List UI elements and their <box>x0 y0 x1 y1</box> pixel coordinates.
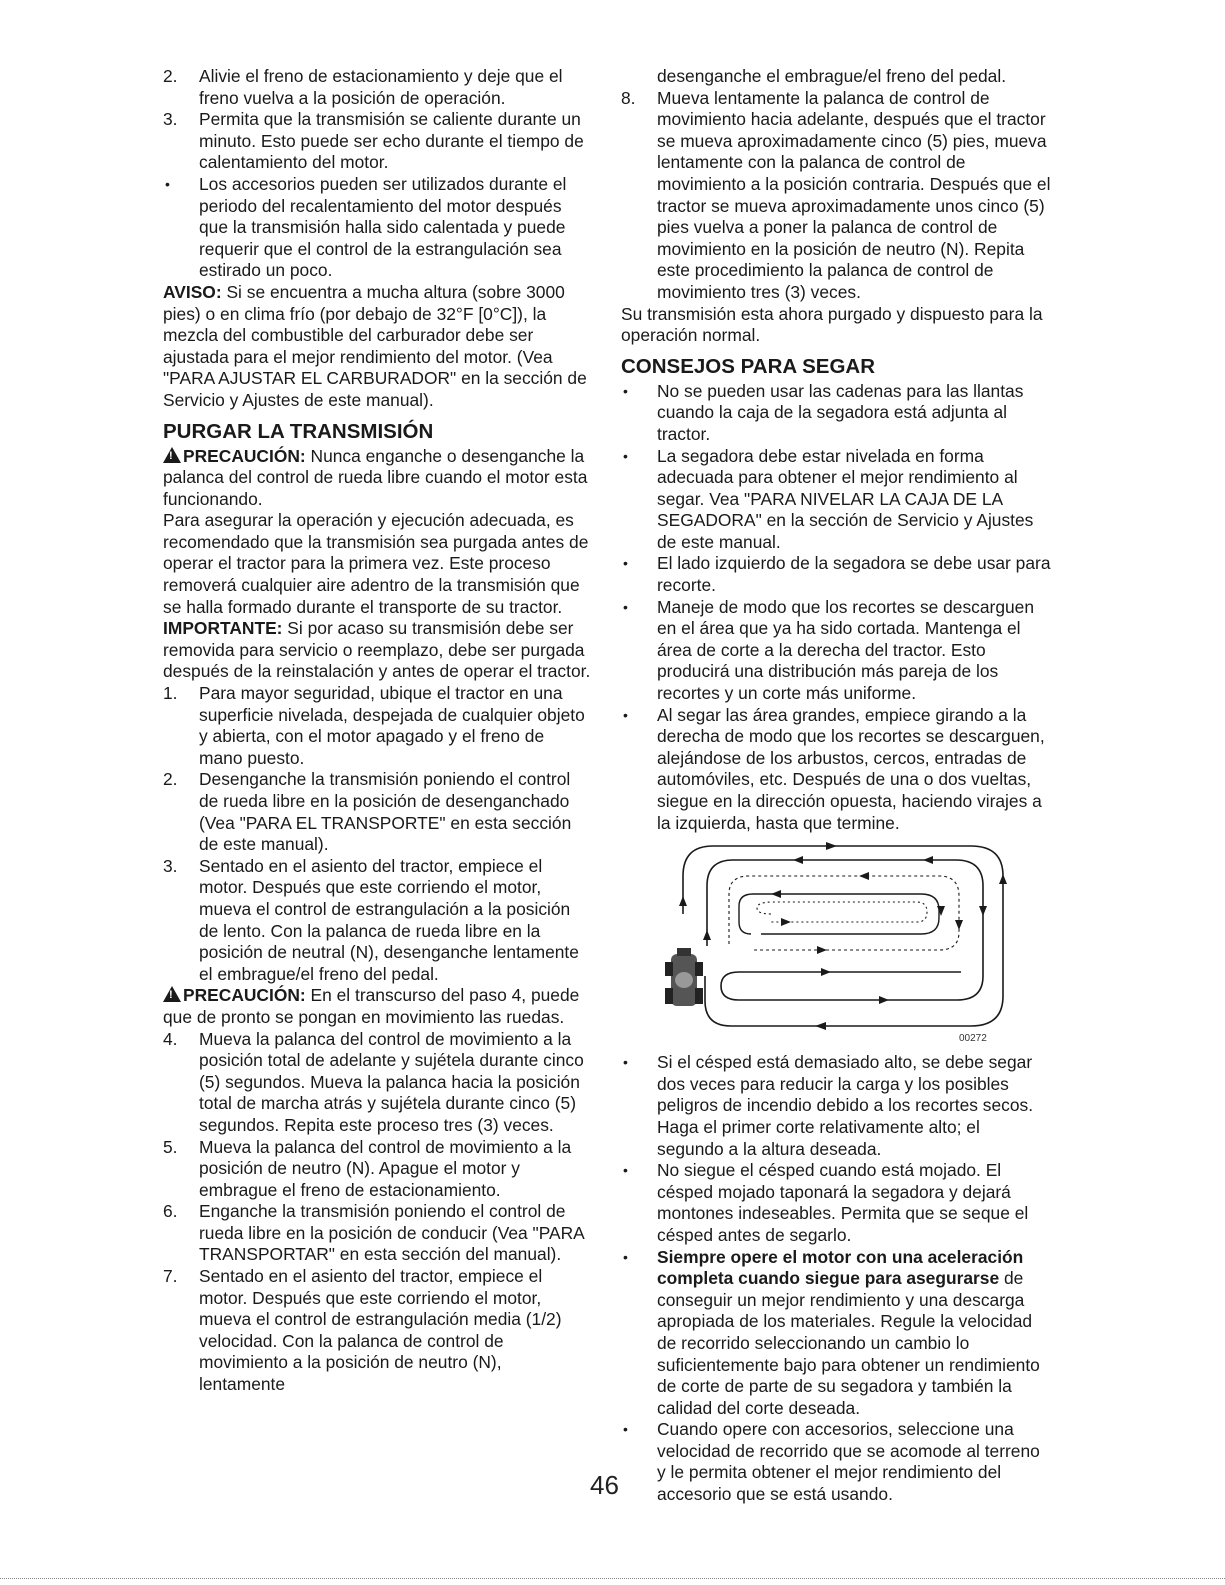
step-item: 4. Mueva la palanca del control de movimiento a la posición total de adelante y sujétela durante cinco (5) segundos. Mueva la palanca hacia la posición total de marcha atrás y sujétela durante cinco (5) segundos. Repita este proceso tres (3) veces. <box>163 1028 584 1135</box>
step-item: 6. Enganche la transmisión poniendo el control de rueda libre en la posición de conducir (Vea "PARA TRANSPORTAR" en esta sección del manual). <box>163 1201 584 1265</box>
bullet-item: • Siempre opere el motor con una aceleración completa cuando siegue para asegurarse de conseguir un mejor rendimiento y una descarga apropiada de los materiales. Regule la velocidad de recorrido seleccionando un cambio lo suficientemente bajo para obtener un rendimiento de corte de parte de su segadora y también la calidad del corte deseada. <box>623 1246 1040 1418</box>
mowing-pattern-diagram <box>621 836 1051 1046</box>
step-item: 1. Para mayor seguridad, ubique el tractor en una superficie nivelada, despejada de cualquier objeto y abierta, con el motor apagado y el freno de mano puesto. <box>163 683 585 768</box>
step-item: 2. Desenganche la transmisión poniendo el control de rueda libre en la posición de desenganchado (Vea "PARA EL TRANSPORTE" en esta sección de este manual). <box>163 769 572 855</box>
tractor-icon <box>665 948 703 1006</box>
caution-paragraph: !PRECAUCIÓN: Nunca enganche o desenganche la palanca del control de rueda libre cuando el motor esta funcionando. <box>163 446 591 511</box>
page-number: 46 <box>590 1470 619 1500</box>
list-item: 2. Alivie el freno de estacionamiento y deje que el freno vuelva a la posición de operación. <box>163 66 563 108</box>
list-item: • Los accesorios pueden ser utilizados durante el periodo del recalentamiento del motor después que la transmisión halla sido calentada y puede requerir que el control de la estrangulación sea estirado un poco. <box>165 173 567 281</box>
figure-code: 00272 <box>959 1033 987 1045</box>
bullet-item: • Cuando opere con accesorios, seleccione una velocidad de recorrido que se acomode al terreno y le permita obtener el mejor rendimiento del accesorio que se está usando. <box>623 1419 1040 1505</box>
step-item: 8. Mueva lentamente la palanca de control de movimiento hacia adelante, después que el tractor se mueva aproximadamente cinco (5) pies, mueva lentamente con la palanca de control de movimiento a la posición contraria. Después que el tractor se mueva aproximadamente unos cinco (5) pies vuelva a poner la palanca de control de movimiento en la posición de neutro (N). Repita este procedimiento la palanca de control de movimiento tres (3) veces. <box>621 87 1051 302</box>
mowing-pattern-figure <box>621 836 1051 1046</box>
step-item: 5. Mueva la palanca del control de movimiento a la posición de neutro (N). Apague el motor y embrague el freno de estacionamiento. <box>163 1136 572 1200</box>
step-item: 7. Sentado en el asiento del tractor, empiece el motor. Después que este corriendo el motor, mueva el control de estrangulación media (1/2) velocidad. Con la palanca de control de movimiento a la posición de neutro (N), lentamente <box>163 1266 562 1395</box>
bullet-item: • Si el césped está demasiado alto, se debe segar dos veces para reducir la carga y los posibles peligros de incendio debido a los recortes secos. Haga el primer corte relativamente alto; el segundo a la altura deseada. <box>623 1052 1034 1159</box>
intro-paragraph: Para asegurar la operación y ejecución adecuada, es recomendado que la transmisión sea purgada antes de operar el tractor para la primera vez. Este proceso removerá cualquier aire adentro de la transmisión que se halla formado durante el transporte de su tractor. <box>163 510 589 617</box>
section-heading-purgar: PURGAR LA TRANSMISIÓN <box>163 419 434 443</box>
list-item: 3. Permita que la transmisión se caliente durante un minuto. Esto puede ser echo durante el tiempo de calentamiento del motor. <box>163 109 584 173</box>
summary-paragraph: Su transmisión esta ahora purgado y dispuesto para la operación normal. <box>621 303 1043 346</box>
warning-icon <box>163 986 181 1002</box>
bullet-item: • Al segar las área grandes, empiece girando a la derecha de modo que los recortes se descarguen, alejándose de los arbustos, cercos, entradas de automóviles, etc. Después de una o dos vueltas, siegue en la dirección opuesta, haciendo virajes a la izquierda, hasta que termine. <box>623 704 1045 833</box>
aviso-paragraph: AVISO: Si se encuentra a mucha altura (sobre 3000 pies) o en clima frío (por debajo de 32°F [0°C]), la mezcla del combustible del carburador debe ser ajustada para el mejor rendimiento del motor. (Vea "PARA AJUSTAR EL CARBURADOR" en la sección de Servicio y Ajustes de este manual). <box>163 281 587 410</box>
bullet-item: • La segadora debe estar nivelada en forma adecuada para obtener el mejor rendimiento al segar. Vea "PARA NIVELAR LA CAJA DE LA SEGADORA" en la sección de Servicio y Ajustes de este manual. <box>623 445 1034 552</box>
page-bottom-border <box>0 1578 1225 1581</box>
importante-paragraph: IMPORTANTE: Si por acaso su transmisión debe ser removida para servicio o reemplazo, debe ser purgada después de la reinstalación y antes de operar el tractor. <box>163 618 591 682</box>
warning-icon <box>163 447 181 463</box>
bullet-item: • No se pueden usar las cadenas para las llantas cuando la caja de la segadora está adjunta al tractor. <box>623 380 1024 444</box>
caution-paragraph-2: !PRECAUCIÓN: En el transcurso del paso 4, puede que de pronto se pongan en movimiento las ruedas. <box>163 985 591 1028</box>
left-column <box>163 66 591 1396</box>
bullet-item: • Maneje de modo que los recortes se descarguen en el área que ya ha sido cortada. Mantenga el área de corte a la derecha del tractor. Esto producirá una distribución más pareja de los recortes y un corte más uniforme. <box>623 596 1035 704</box>
step-item: 3. Sentado en el asiento del tractor, empiece el motor. Después que este corriendo el motor, mueva el control de estrangulación a la posición de lento. Con la palanca de rueda libre en la posición de neutral (N), desenganche lentamente el embrague/el freno del pedal. <box>163 855 579 984</box>
right-column <box>621 66 1051 1506</box>
bullet-item: • El lado izquierdo de la segadora se debe usar para recorte. <box>623 553 1051 596</box>
bullet-item: • No siegue el césped cuando está mojado. El césped mojado taponará la segadora y dejará montones indeseables. Permita que se seque el césped antes de segarlo. <box>623 1160 1029 1245</box>
step-continuation: desenganche el embrague/el freno del pedal. <box>657 66 1007 86</box>
section-heading-consejos: CONSEJOS PARA SEGAR <box>621 354 876 378</box>
